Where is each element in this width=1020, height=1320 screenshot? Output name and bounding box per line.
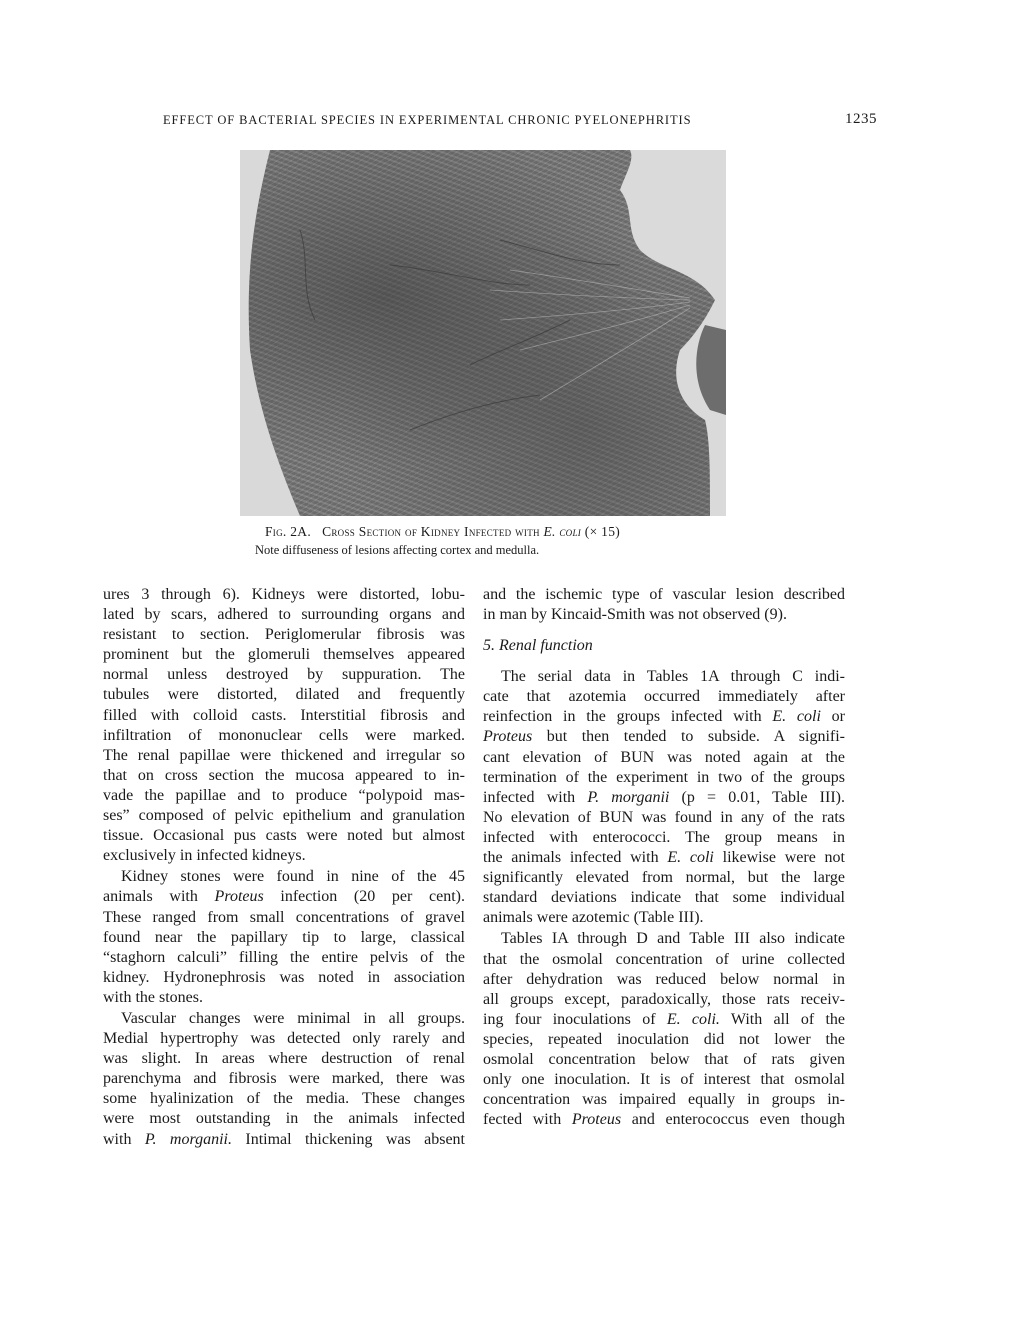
text-line bbox=[483, 908, 845, 928]
italic-text: E. coli bbox=[772, 708, 821, 726]
text-run: vade the papillae and to produce “polypoid mas- bbox=[103, 786, 465, 804]
italic-text: Proteus bbox=[214, 888, 264, 906]
text-line bbox=[483, 950, 845, 970]
text-line bbox=[103, 1049, 465, 1069]
text-line bbox=[103, 1109, 465, 1129]
text-run: was slight. In areas where destruction of renal bbox=[103, 1050, 465, 1068]
text-run: termination of the experiment in two of the groups bbox=[483, 768, 845, 786]
left-column bbox=[103, 585, 465, 1151]
paragraph bbox=[103, 1009, 465, 1150]
text-run: that on cross section the mucosa appeared to in- bbox=[103, 766, 465, 784]
text-run: standard deviations indicate that some individual bbox=[483, 889, 845, 907]
figure-organism: E. coli bbox=[543, 524, 582, 539]
text-line bbox=[483, 929, 845, 949]
text-run: all groups except, paradoxically, those rats receiv- bbox=[483, 990, 845, 1008]
text-run: and the ischemic type of vascular lesion described bbox=[483, 586, 845, 603]
text-line bbox=[103, 1089, 465, 1109]
text-run: cate that azotemia occurred immediately after bbox=[483, 688, 845, 706]
text-line bbox=[103, 585, 465, 605]
text-line bbox=[483, 768, 845, 788]
text-line bbox=[483, 808, 845, 828]
text-run: that the osmolal concentration of urine collected bbox=[483, 950, 845, 968]
italic-text: P. morganii bbox=[587, 788, 670, 806]
text-line bbox=[483, 868, 845, 888]
text-line bbox=[103, 706, 465, 726]
figure-magnification: (× 15) bbox=[584, 524, 621, 539]
text-line bbox=[483, 748, 845, 768]
text-run: These ranged from small concentrations of gravel bbox=[103, 908, 465, 926]
text-line bbox=[483, 1070, 845, 1090]
running-title: EFFECT OF BACTERIAL SPECIES IN EXPERIMENTAL CHRONIC PYELONEPHRITIS bbox=[163, 113, 692, 127]
right-column bbox=[483, 585, 845, 1131]
text-run: lated by scars, adhered to surrounding organs and bbox=[103, 606, 465, 624]
figure-title: Cross Section of Kidney Infected with bbox=[322, 524, 540, 539]
text-run: With all of the bbox=[719, 1010, 846, 1028]
text-line bbox=[103, 1130, 465, 1150]
text-line bbox=[103, 665, 465, 685]
text-line bbox=[103, 948, 465, 968]
text-line bbox=[103, 605, 465, 625]
text-line bbox=[483, 605, 845, 625]
text-line bbox=[103, 846, 465, 866]
section-heading: 5. Renal function bbox=[483, 637, 593, 655]
text-run: normal unless destroyed by suppuration. The bbox=[103, 666, 465, 684]
text-line bbox=[103, 1009, 465, 1029]
tubules bbox=[490, 270, 690, 400]
text-run: with the stones. bbox=[103, 988, 203, 1006]
text-run: infected with bbox=[483, 788, 588, 806]
text-line bbox=[103, 625, 465, 645]
kidney-micrograph bbox=[240, 150, 726, 516]
text-run: “staghorn calculi” filling the entire pelvis of the bbox=[103, 948, 465, 966]
italic-text: Proteus bbox=[571, 1111, 622, 1129]
text-line bbox=[103, 826, 465, 846]
paragraph bbox=[483, 585, 845, 625]
paragraph bbox=[483, 667, 845, 928]
text-run: found near the papillary tip to large, classical bbox=[103, 928, 465, 946]
italic-text: P. morganii. bbox=[144, 1130, 232, 1148]
text-run: some hyalinization of the media. These changes bbox=[103, 1090, 465, 1108]
text-line bbox=[483, 788, 845, 808]
paragraph bbox=[103, 585, 465, 866]
text-line bbox=[483, 970, 845, 990]
paragraph-gap bbox=[483, 1130, 845, 1131]
text-run: in man by Kincaid-Smith was not observed (9). bbox=[483, 606, 787, 624]
text-line bbox=[103, 746, 465, 766]
text-line bbox=[483, 1030, 845, 1050]
micrograph-texture bbox=[240, 150, 726, 516]
text-line bbox=[103, 806, 465, 826]
text-line bbox=[103, 968, 465, 988]
text-run: tubules were distorted, dilated and frequently bbox=[103, 686, 465, 704]
text-run: only one inoculation. It is of interest that osmolal bbox=[483, 1071, 845, 1089]
text-line bbox=[103, 928, 465, 948]
text-run: No elevation of BUN was found in any of the rats bbox=[483, 808, 845, 826]
text-line bbox=[483, 585, 845, 605]
text-line bbox=[483, 1090, 845, 1110]
text-line bbox=[483, 990, 845, 1010]
text-line bbox=[483, 727, 845, 747]
text-run: animals with bbox=[103, 888, 215, 906]
text-line bbox=[483, 1010, 845, 1030]
text-line bbox=[103, 1029, 465, 1049]
vessels bbox=[300, 230, 620, 430]
text-run: with bbox=[103, 1130, 145, 1148]
text-run: (p = 0.01, Table III). bbox=[669, 788, 845, 806]
figure-caption bbox=[265, 524, 620, 540]
text-line bbox=[103, 726, 465, 746]
text-run: parenchyma and fibrosis were marked, there was bbox=[103, 1070, 465, 1088]
text-run: osmolal concentration below that of rats given bbox=[483, 1050, 845, 1068]
italic-text: E. coli. bbox=[666, 1010, 720, 1028]
text-line bbox=[483, 888, 845, 908]
italic-text: E. coli bbox=[667, 849, 714, 867]
text-run: likewise were not bbox=[713, 849, 845, 867]
text-line bbox=[483, 1050, 845, 1070]
background-left bbox=[240, 150, 300, 516]
text-line bbox=[103, 908, 465, 928]
text-run: The renal papillae were thickened and irregular so bbox=[103, 746, 465, 764]
text-line bbox=[483, 687, 845, 707]
paragraph-gap bbox=[103, 1150, 465, 1151]
text-run: The serial data in Tables 1A through C indi- bbox=[501, 668, 845, 686]
text-run: prominent but the glomeruli themselves appeared bbox=[103, 646, 465, 664]
text-run: resistant to section. Periglomerular fibrosis was bbox=[103, 626, 465, 644]
text-run: but then tended to subside. A signifi- bbox=[532, 728, 845, 746]
text-line bbox=[103, 1069, 465, 1089]
text-run: significantly elevated from normal, but the large bbox=[483, 869, 845, 887]
text-run: after dehydration was reduced below normal in bbox=[483, 970, 845, 988]
text-line bbox=[483, 1110, 845, 1130]
text-run: the animals infected with bbox=[483, 849, 668, 867]
text-run: reinfection in the groups infected with bbox=[483, 708, 773, 726]
text-line bbox=[103, 867, 465, 887]
text-run: Intimal thickening was absent bbox=[232, 1130, 465, 1148]
text-run: species, repeated inoculation did not lower the bbox=[483, 1030, 845, 1048]
paragraph bbox=[103, 867, 465, 1008]
text-run: Vascular changes were minimal in all groups. bbox=[121, 1009, 465, 1027]
text-line bbox=[103, 988, 465, 1008]
text-line bbox=[483, 667, 845, 687]
text-run: cant elevation of BUN was noted again at the bbox=[483, 748, 845, 766]
text-run: fected with bbox=[483, 1111, 572, 1129]
page-number: 1235 bbox=[845, 111, 877, 127]
paragraph bbox=[483, 929, 845, 1130]
text-run: concentration was impaired equally in groups in- bbox=[483, 1091, 845, 1109]
text-line bbox=[103, 645, 465, 665]
text-line bbox=[103, 786, 465, 806]
text-run: animals were azotemic (Table III). bbox=[483, 909, 704, 927]
text-run: infiltration of mononuclear cells were marked. bbox=[103, 726, 465, 744]
text-line bbox=[483, 828, 845, 848]
text-run: ses” composed of pelvic epithelium and granulation bbox=[103, 807, 465, 825]
text-run: were most outstanding in the animals infected bbox=[103, 1110, 465, 1128]
text-line bbox=[103, 887, 465, 907]
text-run: exclusively in infected kidneys. bbox=[103, 847, 306, 865]
text-run: kidney. Hydronephrosis was noted in association bbox=[103, 968, 465, 986]
text-run: or bbox=[820, 708, 846, 726]
text-run: and enterococcus even though bbox=[621, 1111, 845, 1129]
text-line bbox=[103, 685, 465, 705]
figure-note: Note diffuseness of lesions affecting cortex and medulla. bbox=[255, 543, 540, 557]
text-run: infection (20 per cent). bbox=[263, 888, 465, 906]
text-line bbox=[483, 848, 845, 868]
text-run: infected with enterococci. The group means in bbox=[483, 828, 845, 846]
text-line bbox=[483, 707, 845, 727]
text-run: Tables IA through D and Table III also indicate bbox=[501, 930, 845, 948]
text-run: tissue. Occasional pus casts were noted but almost bbox=[103, 827, 465, 845]
text-run: filled with colloid casts. Interstitial fibrosis and bbox=[103, 706, 465, 724]
text-run: Kidney stones were found in nine of the 45 bbox=[121, 868, 465, 886]
text-line bbox=[103, 766, 465, 786]
figure-label: Fig. 2A. bbox=[265, 524, 312, 539]
text-run: ures 3 through 6). Kidneys were distorted, lobu- bbox=[103, 586, 465, 603]
text-run: ing four inoculations of bbox=[483, 1010, 667, 1028]
italic-text: Proteus bbox=[483, 728, 533, 746]
text-run: Medial hypertrophy was detected only rarely and bbox=[103, 1030, 465, 1048]
paragraph-gap bbox=[483, 625, 845, 626]
